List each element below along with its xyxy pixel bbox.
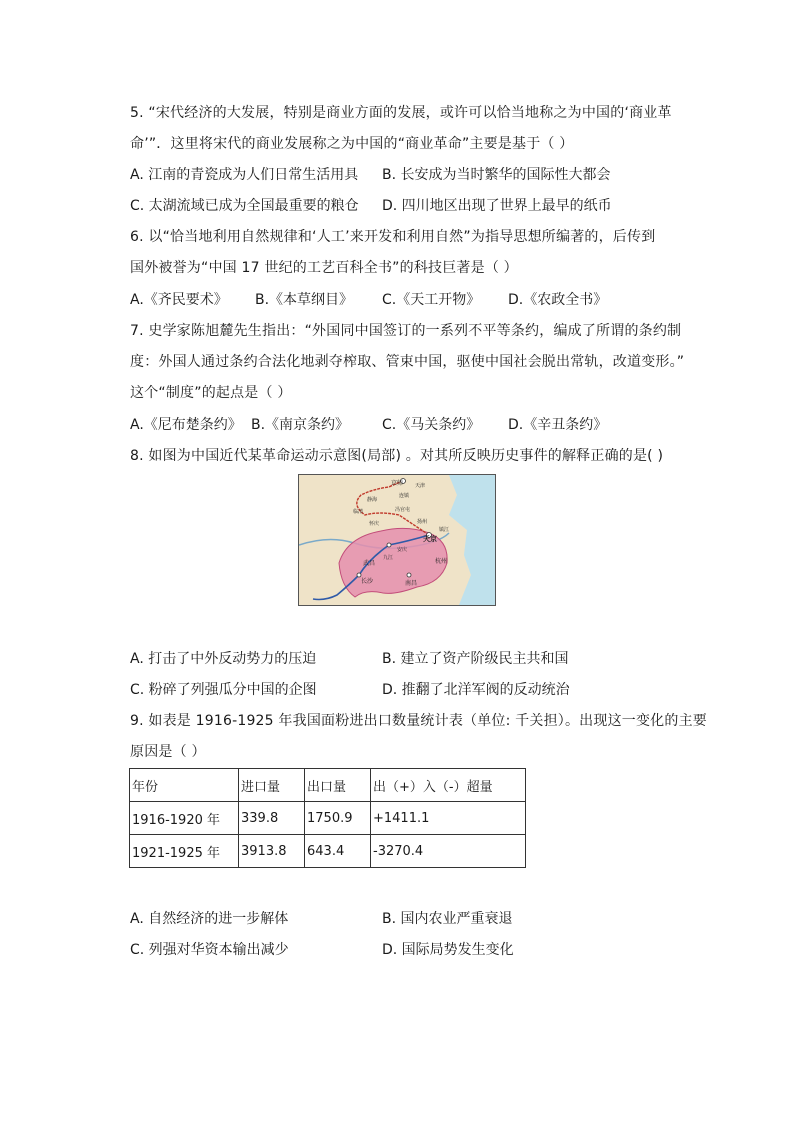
- q7-stem-line2: 度：外国人通过条约合法化地剥夺榨取、管束中国，驱使中国社会脱出常轨，改道变形。”: [130, 354, 685, 370]
- table-header-cell: 出口量: [305, 769, 371, 802]
- map-label-lianzhen: 连镇: [399, 493, 410, 499]
- map-label-tianjin: 天津: [415, 483, 426, 489]
- map-label-jingshi: 京师: [391, 480, 404, 487]
- map-label-jiujiang: 九江: [383, 555, 394, 561]
- map-label-wuchang: 武昌: [363, 560, 376, 567]
- table-row: [130, 802, 526, 835]
- q9-option-a: A. 自然经济的进一步解体: [130, 911, 289, 927]
- flour-trade-table: [129, 768, 526, 868]
- map-label-jinghai: 静海: [367, 497, 378, 503]
- q7-option-c: C.《马关条约》: [382, 417, 481, 433]
- q5-option-d: D. 四川地区出现了世界上最早的纸币: [382, 198, 612, 214]
- map-label-anqing: 安庆: [397, 547, 408, 553]
- table-cell: 1921-1925 年: [130, 835, 239, 868]
- map-label-zhenjiang: 镇江: [439, 527, 450, 533]
- q9-stem-line2: 原因是（ ）: [130, 744, 206, 760]
- table-cell: 643.4: [305, 835, 371, 868]
- q5-option-b: B. 长安成为当时繁华的国际性大都会: [382, 167, 611, 183]
- table-cell: 1916-1920 年: [130, 802, 239, 835]
- q8-option-a: A. 打击了中外反动势力的压迫: [130, 651, 317, 667]
- q9-option-c: C. 列强对华资本输出减少: [130, 942, 289, 958]
- q7-option-d: D.《辛丑条约》: [508, 417, 608, 433]
- q9-option-b: B. 国内农业严重衰退: [382, 911, 513, 927]
- table-cell: 339.8: [239, 802, 305, 835]
- map-label-huaiqing: 怀庆: [369, 521, 380, 527]
- map-label-nanchang: 南昌: [405, 580, 418, 587]
- map-label-fengguantun: 冯官屯: [395, 507, 411, 513]
- q8-option-d: D. 推翻了北洋军阀的反动统治: [382, 682, 570, 698]
- q5-option-c: C. 太湖流域已成为全国最重要的粮仓: [130, 198, 359, 214]
- q9-option-d: D. 国际局势发生变化: [382, 942, 514, 958]
- table-row: [130, 835, 526, 868]
- q6-option-b: B.《本草纲目》: [255, 292, 354, 308]
- q6-option-c: C.《天工开物》: [382, 292, 481, 308]
- table-cell: 1750.9: [305, 802, 371, 835]
- map-label-yangzhou: 扬州: [417, 519, 428, 525]
- q6-option-d: D.《农政全书》: [508, 292, 608, 308]
- q5-option-a: A. 江南的青瓷成为人们日常生活用具: [130, 167, 359, 183]
- table-header-cell: 进口量: [239, 769, 305, 802]
- revolution-map: [298, 474, 496, 606]
- map-label-linqing: 临清: [353, 509, 364, 515]
- q8-stem: 8. 如图为中国近代某革命运动示意图(局部) 。对其所反映历史事件的解释正确的是( ): [130, 448, 664, 464]
- map-label-hangzhou: 杭州: [435, 558, 448, 565]
- table-header-row: [130, 769, 526, 802]
- q8-option-b: B. 建立了资产阶级民主共和国: [382, 651, 569, 667]
- table-cell: -3270.4: [371, 835, 526, 868]
- q7-stem-line1: 7. 史学家陈旭麓先生指出：“外国同中国签订的一系列不平等条约，编成了所谓的条约制: [130, 323, 682, 339]
- q6-stem-line1: 6. 以“恰当地利用自然规律和‘人工’来开发和利用自然”为指导思想所编著的，后传到: [130, 229, 656, 245]
- q5-stem-line2: 命’”．这里将宋代的商业发展称之为中国的“商业革命”主要是基于（ ）: [130, 136, 574, 152]
- map-label-changsha: 长沙: [361, 578, 374, 585]
- q5-stem-line1: 5. “宋代经济的大发展，特别是商业方面的发展，或许可以恰当地称之为中国的‘商业革: [130, 105, 672, 121]
- q6-option-a: A.《齐民要术》: [130, 292, 228, 308]
- map-drawing: [299, 475, 495, 605]
- q7-stem-line3: 这个“制度”的起点是（ ）: [130, 385, 292, 401]
- table-header-cell: 出（+）入（-）超量: [371, 769, 526, 802]
- map-label-tianjing: 天京: [423, 535, 437, 543]
- table-cell: +1411.1: [371, 802, 526, 835]
- q7-option-a: A.《尼布楚条约》: [130, 417, 242, 433]
- q9-stem-line1: 9. 如表是 1916-1925 年我国面粉进出口数量统计表（单位: 千关担）。出现这一变化的主要: [130, 713, 707, 729]
- table-header-cell: 年份: [130, 769, 239, 802]
- q7-option-b: B.《南京条约》: [251, 417, 350, 433]
- q8-option-c: C. 粉碎了列强瓜分中国的企图: [130, 682, 317, 698]
- q6-stem-line2: 国外被誉为“中国 17 世纪的工艺百科全书”的科技巨著是（ ）: [130, 260, 518, 276]
- table-cell: 3913.8: [239, 835, 305, 868]
